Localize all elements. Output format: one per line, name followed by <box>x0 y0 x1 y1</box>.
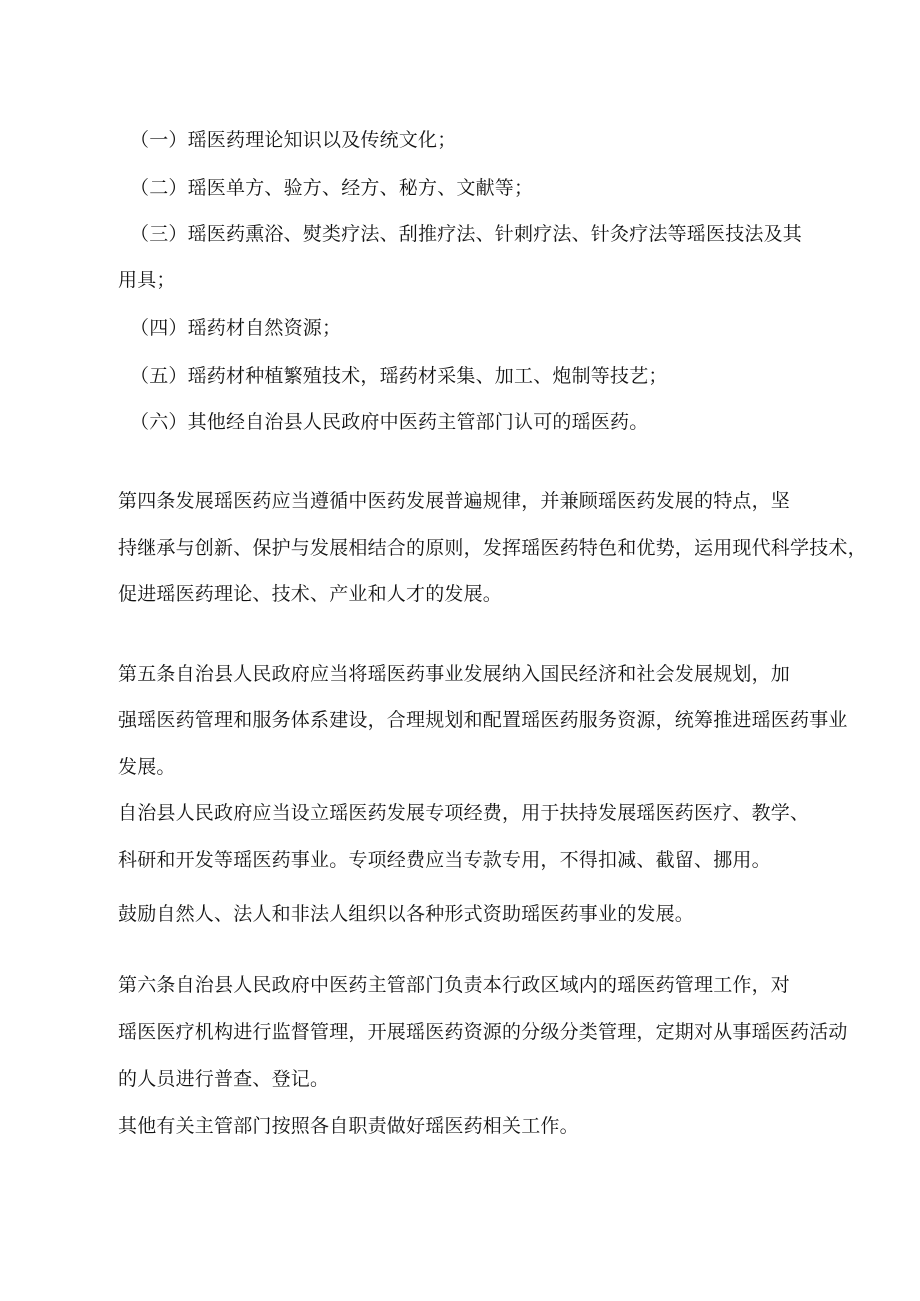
article-6-line-3: 的人员进行普查、登记。 <box>118 1068 330 1090</box>
article-4-line-3: 促进瑶医药理论、技术、产业和人才的发展。 <box>118 583 503 605</box>
item-3: （三）瑶医药熏浴、熨类疗法、刮推疗法、针刺疗法、针灸疗法等瑶医技法及其 <box>130 223 803 245</box>
article-6-paragraph-2: 其他有关主管部门按照各自职责做好瑶医药相关工作。 <box>118 1115 579 1137</box>
item-4: （四）瑶药材自然资源； <box>130 317 342 339</box>
article-5-paragraph-3: 鼓励自然人、法人和非法人组织以各种形式资助瑶医药事业的发展。 <box>118 903 695 925</box>
article-5-line-1: 第五条自治县人民政府应当将瑶医药事业发展纳入国民经济和社会发展规划，加 <box>118 663 791 685</box>
article-5-paragraph-2-line-2: 科研和开发等瑶医药事业。专项经费应当专款专用，不得扣减、截留、挪用。 <box>118 849 771 871</box>
item-5: （五）瑶药材种植繁殖技术，瑶药材采集、加工、炮制等技艺； <box>130 365 668 387</box>
article-5-line-3: 发展。 <box>118 756 176 778</box>
article-4-line-2: 持继承与创新、保护与发展相结合的原则，发挥瑶医药特色和优势，运用现代科学技术， <box>118 537 867 559</box>
item-2: （二）瑶医单方、验方、经方、秘方、文献等； <box>130 177 534 199</box>
article-6-line-1: 第六条自治县人民政府中医药主管部门负责本行政区域内的瑶医药管理工作，对 <box>118 974 791 996</box>
item-6: （六）其他经自治县人民政府中医药主管部门认可的瑶医药。 <box>130 411 649 433</box>
article-6-line-2: 瑶医医疗机构进行监督管理，开展瑶医药资源的分级分类管理，定期对从事瑶医药活动 <box>118 1021 848 1043</box>
item-3-continuation: 用具； <box>118 269 176 291</box>
article-4-line-1: 第四条发展瑶医药应当遵循中医药发展普遍规律，并兼顾瑶医药发展的特点，坚 <box>118 490 791 512</box>
article-5-paragraph-2-line-1: 自治县人民政府应当设立瑶医药发展专项经费，用于扶持发展瑶医药医疗、教学、 <box>118 802 810 824</box>
item-1: （一）瑶医药理论知识以及传统文化； <box>130 129 457 151</box>
article-5-line-2: 强瑶医药管理和服务体系建设，合理规划和配置瑶医药服务资源，统筹推进瑶医药事业 <box>118 709 848 731</box>
